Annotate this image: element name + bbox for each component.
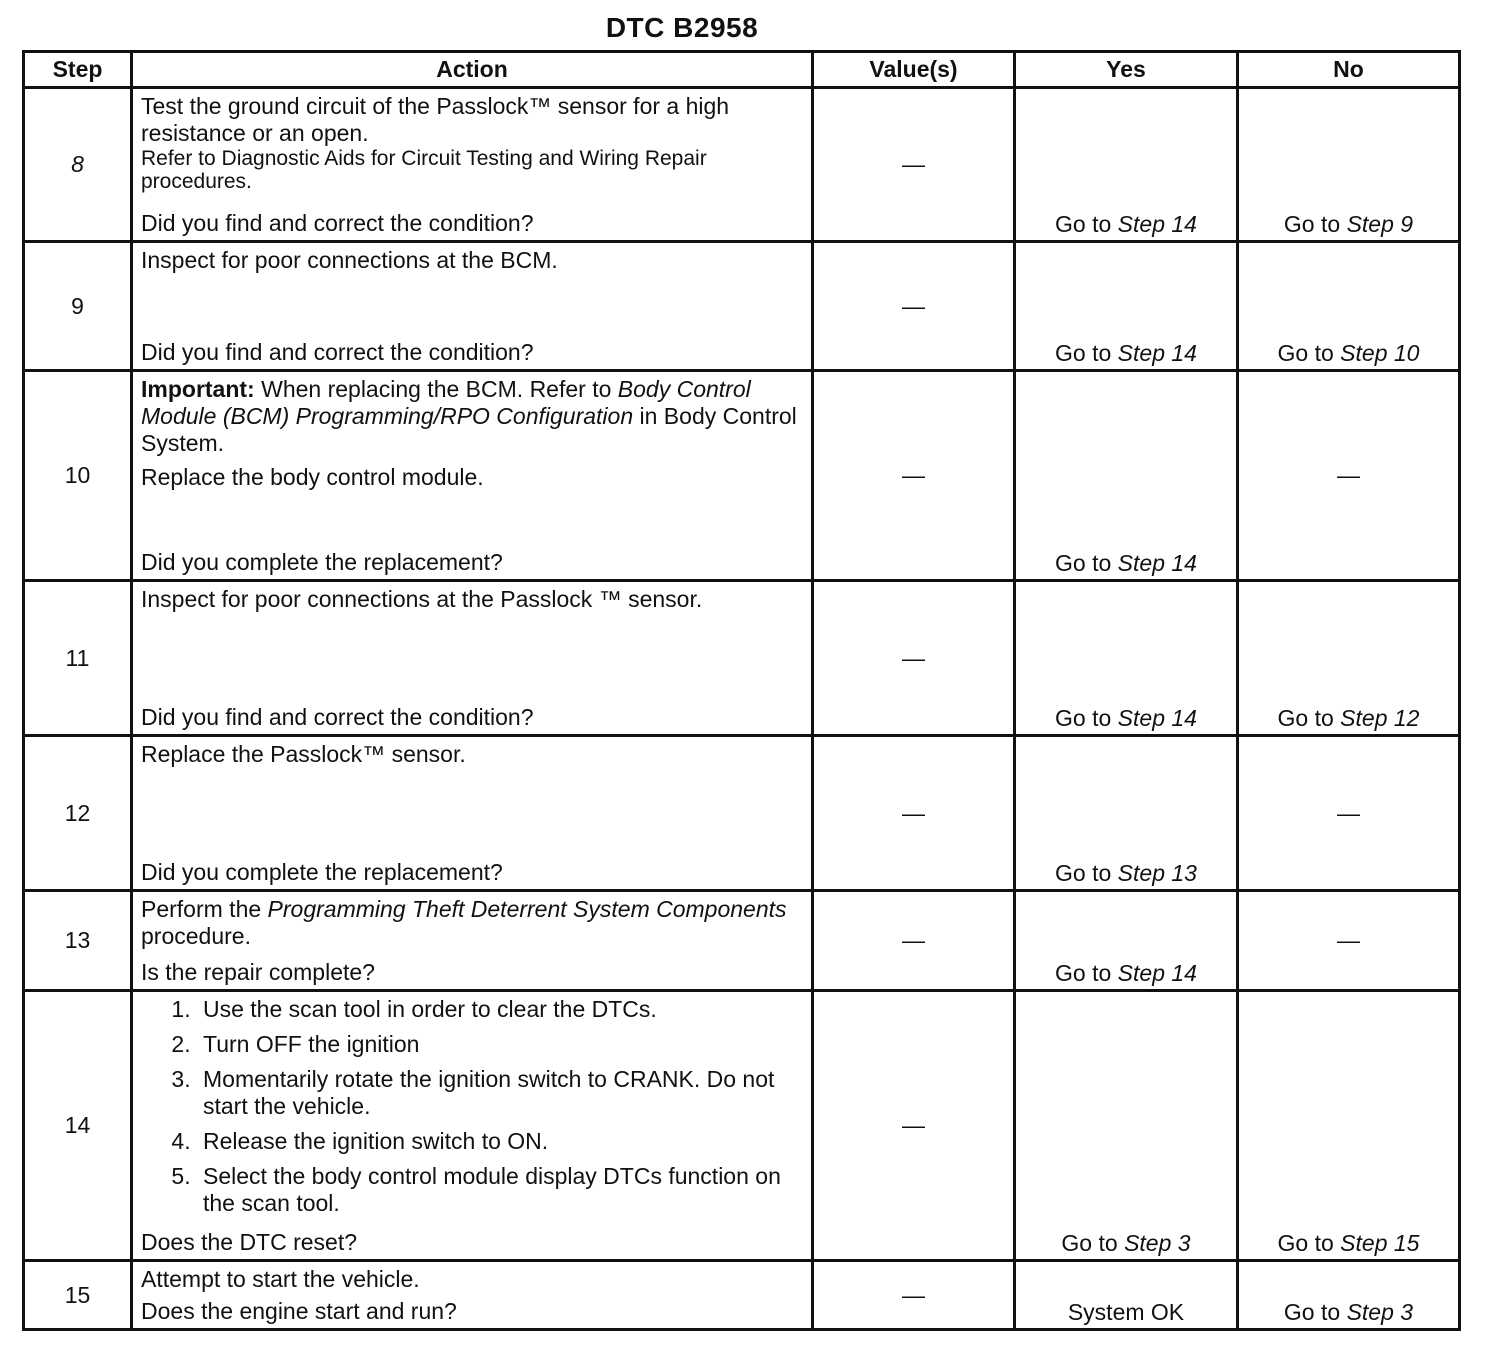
action-text: Inspect for poor connections at the BCM. (141, 247, 558, 273)
diagnostic-table (22, 50, 1461, 1331)
yes-step-link: Step 14 (1117, 550, 1197, 576)
table-row-step-10 (24, 371, 1460, 581)
value-cell: — (813, 242, 1015, 371)
value-cell: — (813, 88, 1015, 242)
no-cell: — (1238, 891, 1460, 991)
document-title: DTC B2958 (605, 12, 759, 43)
value-cell: — (813, 736, 1015, 891)
no-step-link: Step 12 (1340, 705, 1420, 731)
table-row-step-12 (24, 736, 1460, 891)
no-cell (1238, 991, 1460, 1261)
table-row-step-11 (24, 581, 1460, 736)
list-item: 2. Turn OFF the ignition (197, 1031, 805, 1058)
action-question: Did you find and correct the condition? (141, 339, 534, 365)
yes-prefix: Go to (1055, 960, 1112, 986)
no-cell (1238, 242, 1460, 371)
important-label: Important: (141, 376, 255, 402)
header-values: Value(s) (813, 52, 1015, 88)
yes-cell (1015, 891, 1238, 991)
step-number: 11 (24, 581, 132, 736)
no-cell: — (1238, 371, 1460, 581)
action-text: Test the ground circuit of the Passlock™ sensor for a high resistance or an open. (141, 93, 730, 146)
header-no: No (1238, 52, 1460, 88)
step-number: 15 (24, 1261, 132, 1330)
header-action: Action (132, 52, 813, 88)
action-cell (132, 736, 813, 891)
action-note: Refer to Diagnostic Aids for Circuit Testing and Wiring Repair procedures. (141, 147, 707, 193)
action-text: Replace the body control module. (141, 464, 484, 490)
table-row-step-15 (24, 1261, 1460, 1330)
header-yes: Yes (1015, 52, 1238, 88)
action-text: Attempt to start the vehicle. (141, 1266, 420, 1292)
yes-step-link: Step 13 (1117, 860, 1197, 886)
table-row-step-14 (24, 991, 1460, 1261)
action-text (141, 896, 805, 950)
value-cell: — (813, 991, 1015, 1261)
yes-cell (1015, 736, 1238, 891)
step-number: 8 (24, 88, 132, 242)
action-question: Did you complete the replacement? (141, 859, 503, 885)
action-prefix: Perform the (141, 896, 262, 922)
yes-prefix: Go to (1055, 211, 1112, 237)
table-row-step-8 (24, 88, 1460, 242)
no-step-link: Step 15 (1340, 1230, 1420, 1256)
yes-step-link: Step 14 (1117, 211, 1197, 237)
yes-cell (1015, 371, 1238, 581)
action-cell (132, 88, 813, 242)
yes-prefix: Go to (1055, 340, 1112, 366)
value-cell: — (813, 371, 1015, 581)
no-prefix: Go to (1277, 340, 1334, 366)
yes-step-link: Step 3 (1124, 1230, 1191, 1256)
no-prefix: Go to (1277, 1230, 1334, 1256)
value-cell: — (813, 581, 1015, 736)
yes-prefix: Go to (1055, 705, 1112, 731)
yes-prefix: Go to (1061, 1230, 1118, 1256)
action-suffix: procedure. (141, 923, 251, 949)
yes-cell: System OK (1015, 1261, 1238, 1330)
list-item: 4. Release the ignition switch to ON. (197, 1128, 805, 1155)
step-number: 10 (24, 371, 132, 581)
list-item: 3. Momentarily rotate the ignition switch to CRANK. Do not start the vehicle. (197, 1066, 805, 1120)
yes-step-link: Step 14 (1117, 340, 1197, 366)
yes-cell (1015, 991, 1238, 1261)
no-prefix: Go to (1283, 1299, 1341, 1325)
step-number: 14 (24, 991, 132, 1261)
action-question: Does the engine start and run? (141, 1298, 457, 1324)
step-number: 9 (24, 242, 132, 371)
procedure-list (141, 996, 805, 1225)
header-row (24, 52, 1460, 88)
action-text: Replace the Passlock™ sensor. (141, 741, 466, 767)
header-step: Step (24, 52, 132, 88)
procedure-reference: Programming Theft Deterrent System Components (267, 896, 787, 922)
action-cell (132, 991, 813, 1261)
yes-prefix: Go to (1055, 550, 1112, 576)
action-question: Does the DTC reset? (141, 1229, 358, 1255)
no-cell: — (1238, 736, 1460, 891)
action-question: Did you find and correct the condition? (141, 704, 534, 730)
action-cell (132, 891, 813, 991)
action-question: Did you complete the replacement? (141, 549, 503, 575)
no-cell (1238, 1261, 1460, 1330)
action-cell (132, 371, 813, 581)
yes-step-link: Step 14 (1117, 705, 1197, 731)
yes-cell (1015, 581, 1238, 736)
yes-cell (1015, 242, 1238, 371)
important-tail: in Body Control System. (141, 403, 797, 456)
action-question: Is the repair complete? (141, 959, 375, 985)
list-item: 1. Use the scan tool in order to clear the DTCs. (197, 996, 805, 1023)
no-prefix: Go to (1277, 705, 1334, 731)
no-prefix: Go to (1283, 211, 1341, 237)
action-cell (132, 242, 813, 371)
no-cell (1238, 581, 1460, 736)
no-cell (1238, 88, 1460, 242)
action-text: Inspect for poor connections at the Passlock ™ sensor. (141, 586, 703, 612)
step-number: 13 (24, 891, 132, 991)
yes-cell (1015, 88, 1238, 242)
action-question: Did you find and correct the condition? (141, 210, 534, 236)
table-row-step-13 (24, 891, 1460, 991)
important-text: When replacing the BCM. Refer to (261, 376, 612, 402)
step-number: 12 (24, 736, 132, 891)
action-cell (132, 1261, 813, 1330)
action-cell (132, 581, 813, 736)
table-row-step-9 (24, 242, 1460, 371)
value-cell: — (813, 1261, 1015, 1330)
no-step-link: Step 3 (1346, 1299, 1414, 1325)
important-reference: Body Control Module (BCM) Programming/RPO Configuration (141, 376, 751, 429)
yes-step-link: Step 14 (1117, 960, 1197, 986)
important-note (141, 376, 805, 457)
list-item: 5. Select the body control module display DTCs function on the scan tool. (197, 1163, 805, 1217)
no-step-link: Step 9 (1346, 211, 1414, 237)
yes-prefix: Go to (1055, 860, 1112, 886)
value-cell: — (813, 891, 1015, 991)
no-step-link: Step 10 (1340, 340, 1420, 366)
